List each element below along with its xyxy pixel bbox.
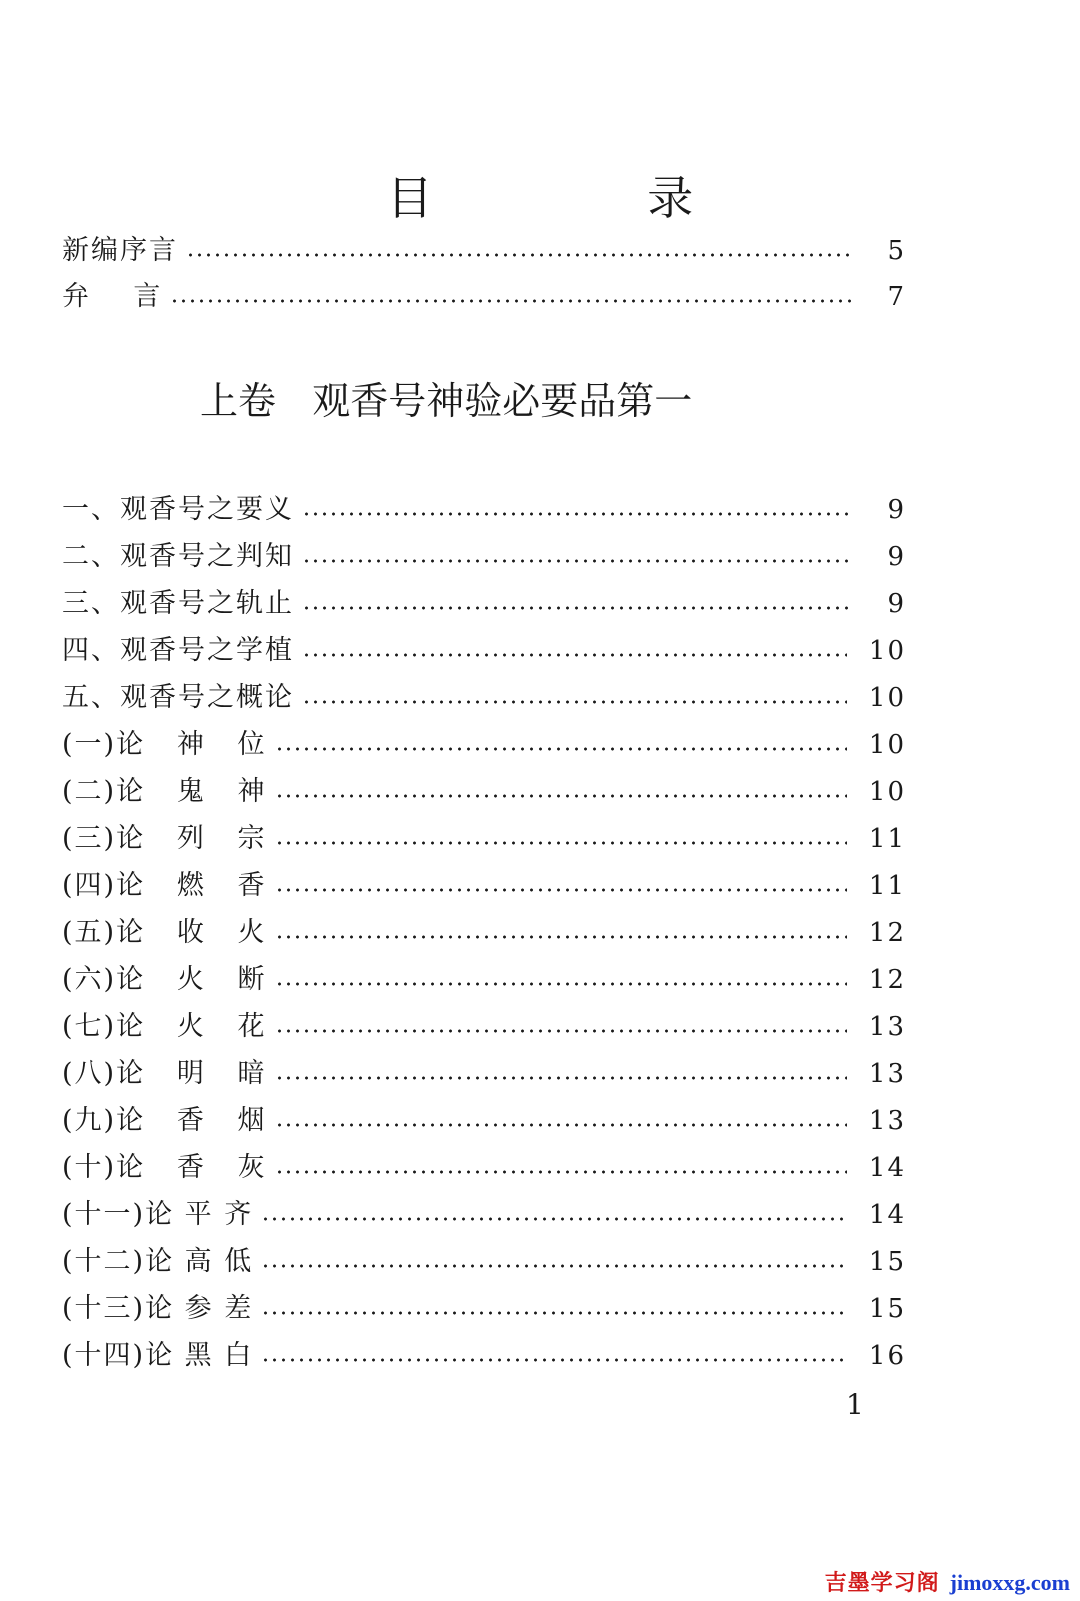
- toc-entry-page: 13: [868, 1059, 906, 1089]
- toc-entry-page: 10: [868, 683, 906, 713]
- toc-entry: [62, 1289, 906, 1329]
- toc-entry-label: (十四)论 黑 白: [62, 1340, 254, 1371]
- toc-entry-page: 5: [887, 236, 906, 266]
- toc-entry-page: 16: [868, 1341, 906, 1371]
- toc-entry: [62, 1242, 906, 1282]
- toc-entry: [62, 819, 906, 859]
- toc-entry: [62, 537, 906, 577]
- dot-leader: [275, 841, 847, 845]
- toc-entry-foreword: [62, 277, 906, 317]
- toc-entry-label: (十二)论 高 低: [62, 1246, 254, 1277]
- dot-leader: [302, 512, 852, 516]
- toc-entry-page: 9: [887, 495, 906, 525]
- toc-entry-label: 一、观香号之要义: [62, 494, 294, 525]
- dot-leader: [302, 653, 847, 657]
- toc-entry: [62, 1336, 906, 1376]
- toc-entry-page: 15: [868, 1294, 906, 1324]
- toc-entry: [62, 678, 906, 718]
- toc-entry-page: 9: [887, 589, 906, 619]
- toc-entry-page: 13: [868, 1012, 906, 1042]
- toc-entry: [62, 1195, 906, 1235]
- watermark-cn: 吉墨学习阁: [824, 1570, 940, 1595]
- toc-entry: [62, 631, 906, 671]
- toc-entry-label: 三、观香号之轨止: [62, 588, 294, 619]
- dot-leader: [275, 1123, 847, 1127]
- toc-entry-label: 五、观香号之概论: [62, 682, 294, 713]
- toc-entry-page: 12: [868, 965, 906, 995]
- dot-leader: [275, 982, 847, 986]
- toc-entry-page: 9: [887, 542, 906, 572]
- toc-entry: [62, 960, 906, 1000]
- toc-entry-label: 新编序言: [62, 235, 178, 266]
- dot-leader: [261, 1264, 847, 1268]
- toc-entry: [62, 1054, 906, 1094]
- watermark: [825, 1566, 1070, 1597]
- page-title: 目 录: [386, 171, 794, 225]
- toc-entry: [62, 772, 906, 812]
- toc-entry-page: 14: [868, 1200, 906, 1230]
- page-number: 1: [846, 1388, 864, 1421]
- toc-entry: [62, 1007, 906, 1047]
- dot-leader: [302, 606, 852, 610]
- toc-entry: [62, 866, 906, 906]
- dot-leader: [275, 1170, 847, 1174]
- dot-leader: [275, 1029, 847, 1033]
- toc-entry-page: 14: [868, 1153, 906, 1183]
- dot-leader: [275, 1076, 847, 1080]
- toc-entry-label: 弁 言: [62, 281, 163, 312]
- toc-entry-page: 13: [868, 1106, 906, 1136]
- watermark-en: jimoxxg.com: [949, 1570, 1070, 1595]
- dot-leader: [275, 747, 847, 751]
- toc-entry: [62, 913, 906, 953]
- toc-entry-label: (三)论 列 宗: [62, 823, 267, 854]
- toc-entry-page: 11: [868, 871, 906, 901]
- toc-entry-page: 15: [868, 1247, 906, 1277]
- dot-leader: [186, 253, 852, 257]
- toc-entry: [62, 584, 906, 624]
- toc-entry-label: (八)论 明 暗: [62, 1058, 267, 1089]
- toc-entry-preface: [62, 231, 906, 271]
- dot-leader: [261, 1358, 847, 1362]
- toc-entry-page: 12: [868, 918, 906, 948]
- toc-entry-label: (一)论 神 位: [62, 729, 267, 760]
- section-title: 上卷 观香号神验必要品第一: [200, 379, 693, 423]
- dot-leader: [302, 700, 847, 704]
- toc-entry-page: 10: [868, 730, 906, 760]
- toc-entry-label: (六)论 火 断: [62, 964, 267, 995]
- toc-entry-page: 10: [868, 636, 906, 666]
- toc-entry-label: (十一)论 平 齐: [62, 1199, 254, 1230]
- toc-entry-label: (九)论 香 烟: [62, 1105, 267, 1136]
- toc-entry: [62, 490, 906, 530]
- toc-entry: [62, 1148, 906, 1188]
- toc-entry-page: 7: [887, 282, 906, 312]
- toc-entry-page: 10: [868, 777, 906, 807]
- toc-entry-label: (五)论 收 火: [62, 917, 267, 948]
- toc-entry-label: (七)论 火 花: [62, 1011, 267, 1042]
- toc-entry-label: 四、观香号之学植: [62, 635, 294, 666]
- toc-entry: [62, 1101, 906, 1141]
- dot-leader: [261, 1217, 847, 1221]
- toc-entry-label: (四)论 燃 香: [62, 870, 267, 901]
- toc-entry-label: (十)论 香 灰: [62, 1152, 267, 1183]
- dot-leader: [170, 299, 852, 303]
- toc-entry-page: 11: [868, 824, 906, 854]
- dot-leader: [275, 888, 847, 892]
- dot-leader: [275, 794, 847, 798]
- dot-leader: [302, 559, 852, 563]
- toc-entry-label: 二、观香号之判知: [62, 541, 294, 572]
- dot-leader: [261, 1311, 847, 1315]
- toc-entry-label: (十三)论 参 差: [62, 1293, 254, 1324]
- toc-entry: [62, 725, 906, 765]
- toc-entry-label: (二)论 鬼 神: [62, 776, 267, 807]
- dot-leader: [275, 935, 847, 939]
